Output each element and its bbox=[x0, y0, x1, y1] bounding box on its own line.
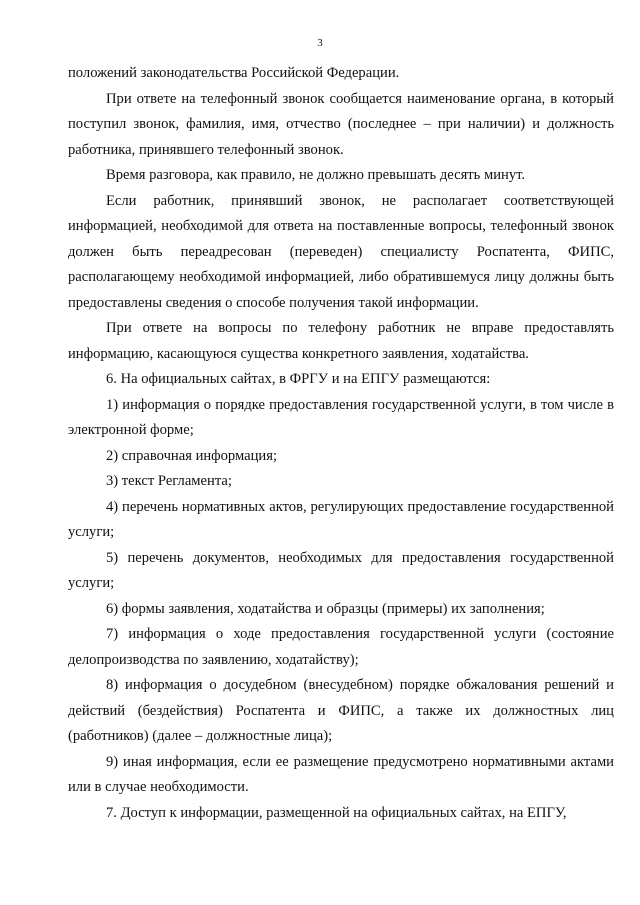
list-item-2: 2) справочная информация; bbox=[106, 447, 278, 464]
list-item-3: 3) текст Регламента; bbox=[106, 473, 232, 489]
paragraph-call-duration: Время разговора, как правило, не должно превышать десять минут. bbox=[106, 167, 526, 183]
paragraph-continuation: положений законодательства Российской Федерации. bbox=[68, 65, 400, 81]
paragraph-section-7: 7. Доступ к информации, размещенной на официальных сайтах, на ЕПГУ, bbox=[106, 804, 567, 821]
list-item-1: 1) информация о порядке предоставления государственной услуги, в том числе в электронной форме; bbox=[68, 396, 614, 438]
list-item-4: 4) перечень нормативных актов, регулирующих предоставление государственной услуги; bbox=[68, 498, 614, 540]
paragraph-phone-restrictions: При ответе на вопросы по телефону работник не вправе предоставлять информацию, касающуюся существа конкретного заявления, ходатайства. bbox=[68, 320, 614, 362]
list-item-8: 8) информация о досудебном (внесудебном) порядке обжалования решений и действий (бездействия) Роспатента и ФИПС, а также их должностных лиц (работников) (далее – должностные лица); bbox=[68, 677, 614, 744]
list-item-6: 6) формы заявления, ходатайства и образцы (примеры) их заполнения; bbox=[106, 600, 545, 617]
list-item-9: 9) иная информация, если ее размещение предусмотрено нормативными актами или в случае необходимости. bbox=[68, 753, 614, 795]
paragraph-call-redirect: Если работник, принявший звонок, не располагает соответствующей информацией, необходимой для ответа на поставленные вопросы, телефонный звонок должен быть переадресован (переведен) специалисту Роспатента, ФИПС, располагающему необходимой информацией, либо обратившемуся лицу должны быть предоставлены сведения о способе получения такой информации. bbox=[68, 192, 614, 311]
document-body bbox=[68, 61, 614, 826]
list-item-5: 5) перечень документов, необходимых для предоставления государственной услуги; bbox=[68, 549, 614, 591]
page-number: 3 bbox=[317, 37, 323, 49]
list-item-7: 7) информация о ходе предоставления государственной услуги (состояние делопроизводства по заявлению, ходатайству); bbox=[68, 626, 614, 668]
paragraph-phone-answer: При ответе на телефонный звонок сообщается наименование органа, в который поступил звонок, фамилия, имя, отчество (последнее – при наличии) и должность работника, принявшего телефонный звонок. bbox=[68, 90, 614, 158]
paragraph-section-6: 6. На официальных сайтах, в ФРГУ и на ЕПГУ размещаются: bbox=[106, 371, 491, 387]
